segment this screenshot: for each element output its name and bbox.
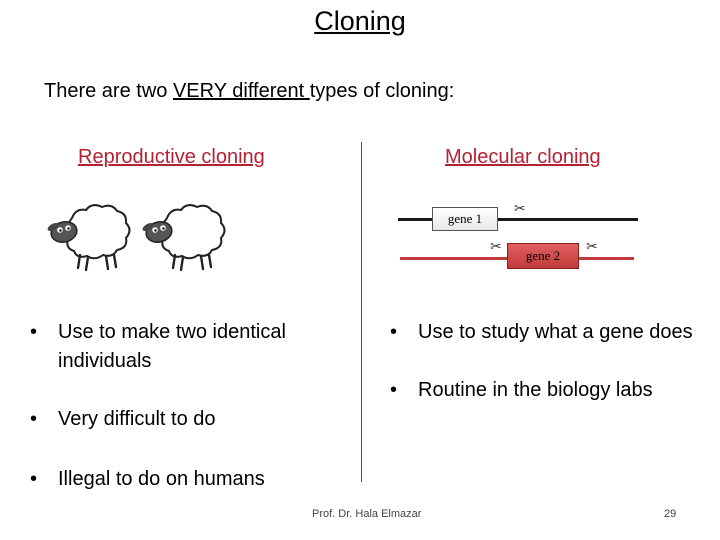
intro-emphasis: VERY different <box>172 80 310 102</box>
bullet-item: • Use to make two identical individuals <box>20 318 350 376</box>
bullet-item: • Illegal to do on humans <box>20 465 350 494</box>
sheep-pair-illustration <box>40 200 240 278</box>
sheep-icon <box>46 205 129 270</box>
slide-title: Cloning <box>314 6 406 36</box>
sheep-icon <box>141 205 224 270</box>
scissors-icon: ✂ <box>586 238 598 254</box>
intro-suffix: types of cloning: <box>309 80 455 102</box>
scissors-icon: ✂ <box>490 238 502 254</box>
page-number: 29 <box>664 508 677 520</box>
reproductive-bullet-list <box>20 318 350 494</box>
bullet-item: • Routine in the biology labs <box>380 376 700 405</box>
bullet-item: • Very difficult to do <box>20 405 350 434</box>
scissors-icon: ✂ <box>514 200 526 216</box>
molecular-bullet-list <box>380 318 700 405</box>
reproductive-cloning-heading: Reproductive cloning <box>78 146 265 168</box>
bullet-item: • Use to study what a gene does <box>380 318 700 347</box>
intro-text <box>44 80 454 103</box>
gene-1-box: gene 1 <box>432 207 498 231</box>
footer-author: Prof. Dr. Hala Elmazar <box>312 508 422 520</box>
intro-prefix: There are two <box>44 80 173 102</box>
column-divider <box>361 142 362 482</box>
gene-2-box: gene 2 <box>507 243 579 269</box>
molecular-cloning-heading: Molecular cloning <box>445 146 601 168</box>
